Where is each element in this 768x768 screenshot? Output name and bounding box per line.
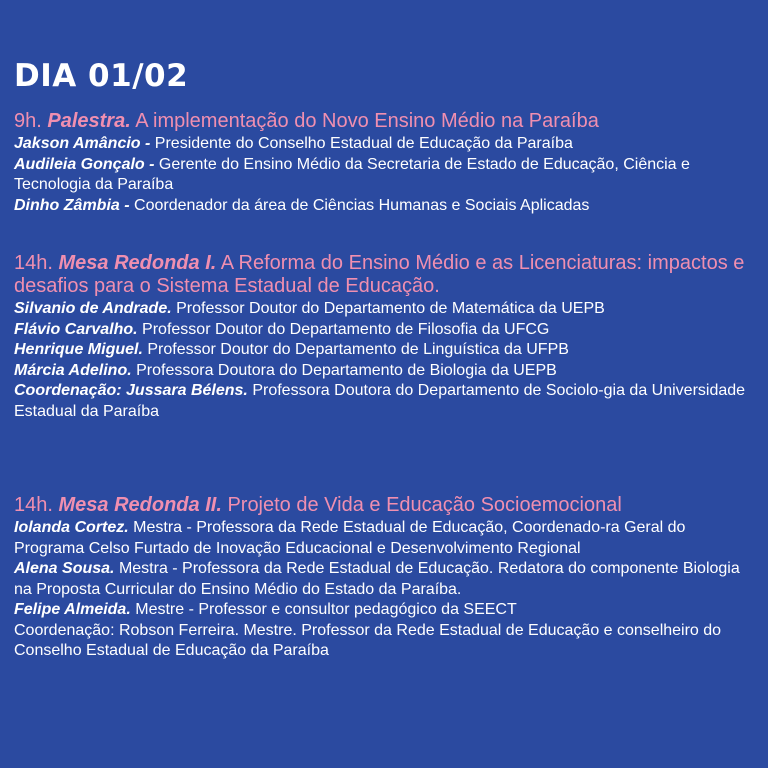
speaker-entry <box>14 518 758 559</box>
session-time: 9h. <box>14 110 42 132</box>
speaker-entry <box>14 600 758 621</box>
speaker-description: Professor Doutor do Departamento de Matemática da UEPB <box>176 300 605 317</box>
session-mesa-redonda-2 <box>14 494 758 662</box>
session-time: 14h. <box>14 494 53 516</box>
speaker-entry <box>14 381 758 422</box>
session-kind: Palestra. <box>47 110 131 132</box>
session-heading <box>14 110 758 133</box>
session-mesa-redonda-1 <box>14 252 758 422</box>
speaker-entry <box>14 621 758 662</box>
speaker-description: Mestra - Professora da Rede Estadual de Educação, Coordenado-ra Geral do Programa Celso Furtado de Inovação Educacional e Desenvolvimento Regional <box>14 519 686 557</box>
speaker-name: Jakson Amâncio - <box>14 135 151 152</box>
speaker-description: Mestra - Professora da Rede Estadual de Educação. Redatora do componente Biologia na Proposta Curricular do Ensino Médio do Estado da Paraíba. <box>14 560 740 598</box>
speaker-entry <box>14 155 758 196</box>
speaker-name: Iolanda Cortez. <box>14 519 129 536</box>
speaker-description: Coordenador da área de Ciências Humanas e Sociais Aplicadas <box>134 196 590 214</box>
speaker-entry <box>14 361 758 382</box>
speaker-description: Presidente do Conselho Estadual de Educação da Paraíba <box>154 135 573 152</box>
session-heading <box>14 252 758 298</box>
session-title: Projeto de Vida e Educação Socioemocional <box>227 494 622 516</box>
speaker-name: Audileia Gonçalo - <box>14 155 155 173</box>
speaker-entry <box>14 299 758 320</box>
speaker-description: Professor Doutor do Departamento de Filosofia da UFCG <box>142 320 550 338</box>
speaker-name: Henrique Miguel. <box>14 341 143 358</box>
day-title: DIA 01/02 <box>14 58 189 94</box>
speaker-name: Felipe Almeida. <box>14 601 131 618</box>
speaker-entry <box>14 196 758 217</box>
speaker-name: Silvanio de Andrade. <box>14 300 172 317</box>
speaker-name: Márcia Adelino. <box>14 361 132 379</box>
session-kind: Mesa Redonda II. <box>58 494 222 516</box>
speaker-description: Mestre - Professor e consultor pedagógico da SEECT <box>135 601 517 618</box>
speaker-description: Coordenação: Robson Ferreira. Mestre. Professor da Rede Estadual de Educação e conselheiro do Conselho Estadual de Educação da Paraíba <box>14 621 722 659</box>
speaker-name: Dinho Zâmbia - <box>14 196 130 214</box>
speaker-description: Professor Doutor do Departamento de Linguística da UFPB <box>147 341 569 358</box>
speaker-description: Professora Doutora do Departamento de Sociolo-gia da Universidade Estadual da Paraíba <box>14 382 746 420</box>
speaker-description: Gerente do Ensino Médio da Secretaria de Estado de Educação, Ciência e Tecnologia da Paraíba <box>14 155 690 193</box>
speaker-entry <box>14 320 758 341</box>
speaker-name: Alena Sousa. <box>14 560 115 577</box>
speaker-entry <box>14 559 758 600</box>
session-heading <box>14 494 758 517</box>
speaker-entry <box>14 134 758 155</box>
session-title: A Reforma do Ensino Médio e as Licenciaturas: impactos e desafios para o Sistema Estadual de Educação. <box>14 252 745 297</box>
session-time: 14h. <box>14 252 53 274</box>
session-title: A implementação do Novo Ensino Médio na Paraíba <box>135 110 599 132</box>
session-kind: Mesa Redonda I. <box>58 252 217 274</box>
session-palestra <box>14 110 758 216</box>
speaker-entry <box>14 340 758 361</box>
speaker-name: Coordenação: Jussara Bélens. <box>14 382 248 399</box>
speaker-description: Professora Doutora do Departamento de Biologia da UEPB <box>136 361 557 379</box>
speaker-name: Flávio Carvalho. <box>14 320 138 338</box>
